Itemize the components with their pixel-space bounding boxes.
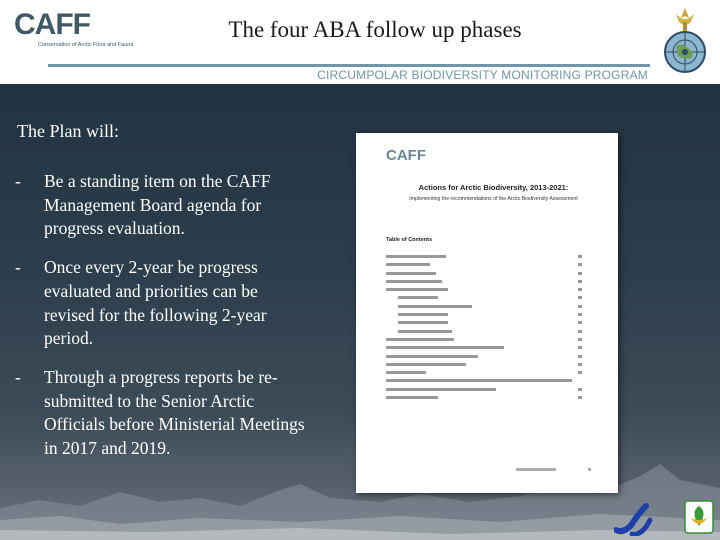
bullet-item — [15, 170, 305, 241]
document-date — [516, 468, 556, 471]
toc-line — [386, 386, 582, 394]
toc-line — [386, 319, 582, 327]
toc-line — [386, 369, 582, 377]
green-leaf-logo-icon — [684, 500, 714, 534]
bullet-item — [15, 366, 305, 461]
toc-line — [386, 286, 582, 294]
toc-line — [386, 328, 582, 336]
document-subtitle: Implementing the recommendations of the Arctic Biodiversity Assessment — [409, 196, 578, 202]
document-toc — [386, 253, 582, 402]
toc-line — [386, 353, 582, 361]
caff-logo — [14, 8, 144, 50]
blue-wave-logo-icon — [614, 500, 654, 536]
document-cover-image — [356, 133, 618, 493]
toc-line — [386, 344, 582, 352]
bullet-dash: - — [15, 257, 21, 278]
caff-logo-subtitle: Conservation of Arctic Flora and Fauna — [38, 42, 134, 48]
bullet-text: Once every 2-year be progress evaluated and priorities can be revised for the following 2-year period. — [44, 257, 267, 349]
plan-heading: The Plan will: — [17, 121, 119, 141]
document-caff-logo: CAFF — [386, 147, 426, 164]
toc-line — [386, 270, 582, 278]
toc-line — [386, 361, 582, 369]
document-title: Actions for Arctic Biodiversity, 2013-2021: — [418, 183, 569, 192]
toc-line — [386, 261, 582, 269]
toc-line — [386, 394, 582, 402]
slide-title: The four ABA follow up phases — [228, 17, 522, 42]
arctic-council-emblem-icon — [662, 6, 708, 78]
bullet-text: Be a standing item on the CAFF Management Board agenda for progress evaluation. — [44, 171, 271, 239]
bullet-dash: - — [15, 171, 21, 191]
bullet-text: Through a progress reports be re- submitted to the Senior Arctic Officials before Ministerial Meetings in 2017 and 2019. — [44, 366, 305, 459]
bullet-item — [15, 256, 305, 351]
program-label: CIRCUMPOLAR BIODIVERSITY MONITORING PROGRAM — [317, 68, 648, 82]
document-toc-heading: Table of Contents — [386, 237, 433, 243]
caff-logo-text: CAFF — [14, 8, 90, 41]
bullet-list — [15, 170, 305, 476]
header-divider — [48, 64, 650, 67]
bullet-dash: - — [15, 366, 21, 387]
toc-line — [386, 278, 582, 286]
toc-line — [386, 294, 582, 302]
toc-line — [386, 336, 582, 344]
document-page-number — [588, 468, 591, 471]
toc-line — [386, 303, 582, 311]
toc-line — [386, 377, 582, 385]
toc-line — [386, 311, 582, 319]
slide-header — [0, 0, 720, 84]
toc-line — [386, 253, 582, 261]
